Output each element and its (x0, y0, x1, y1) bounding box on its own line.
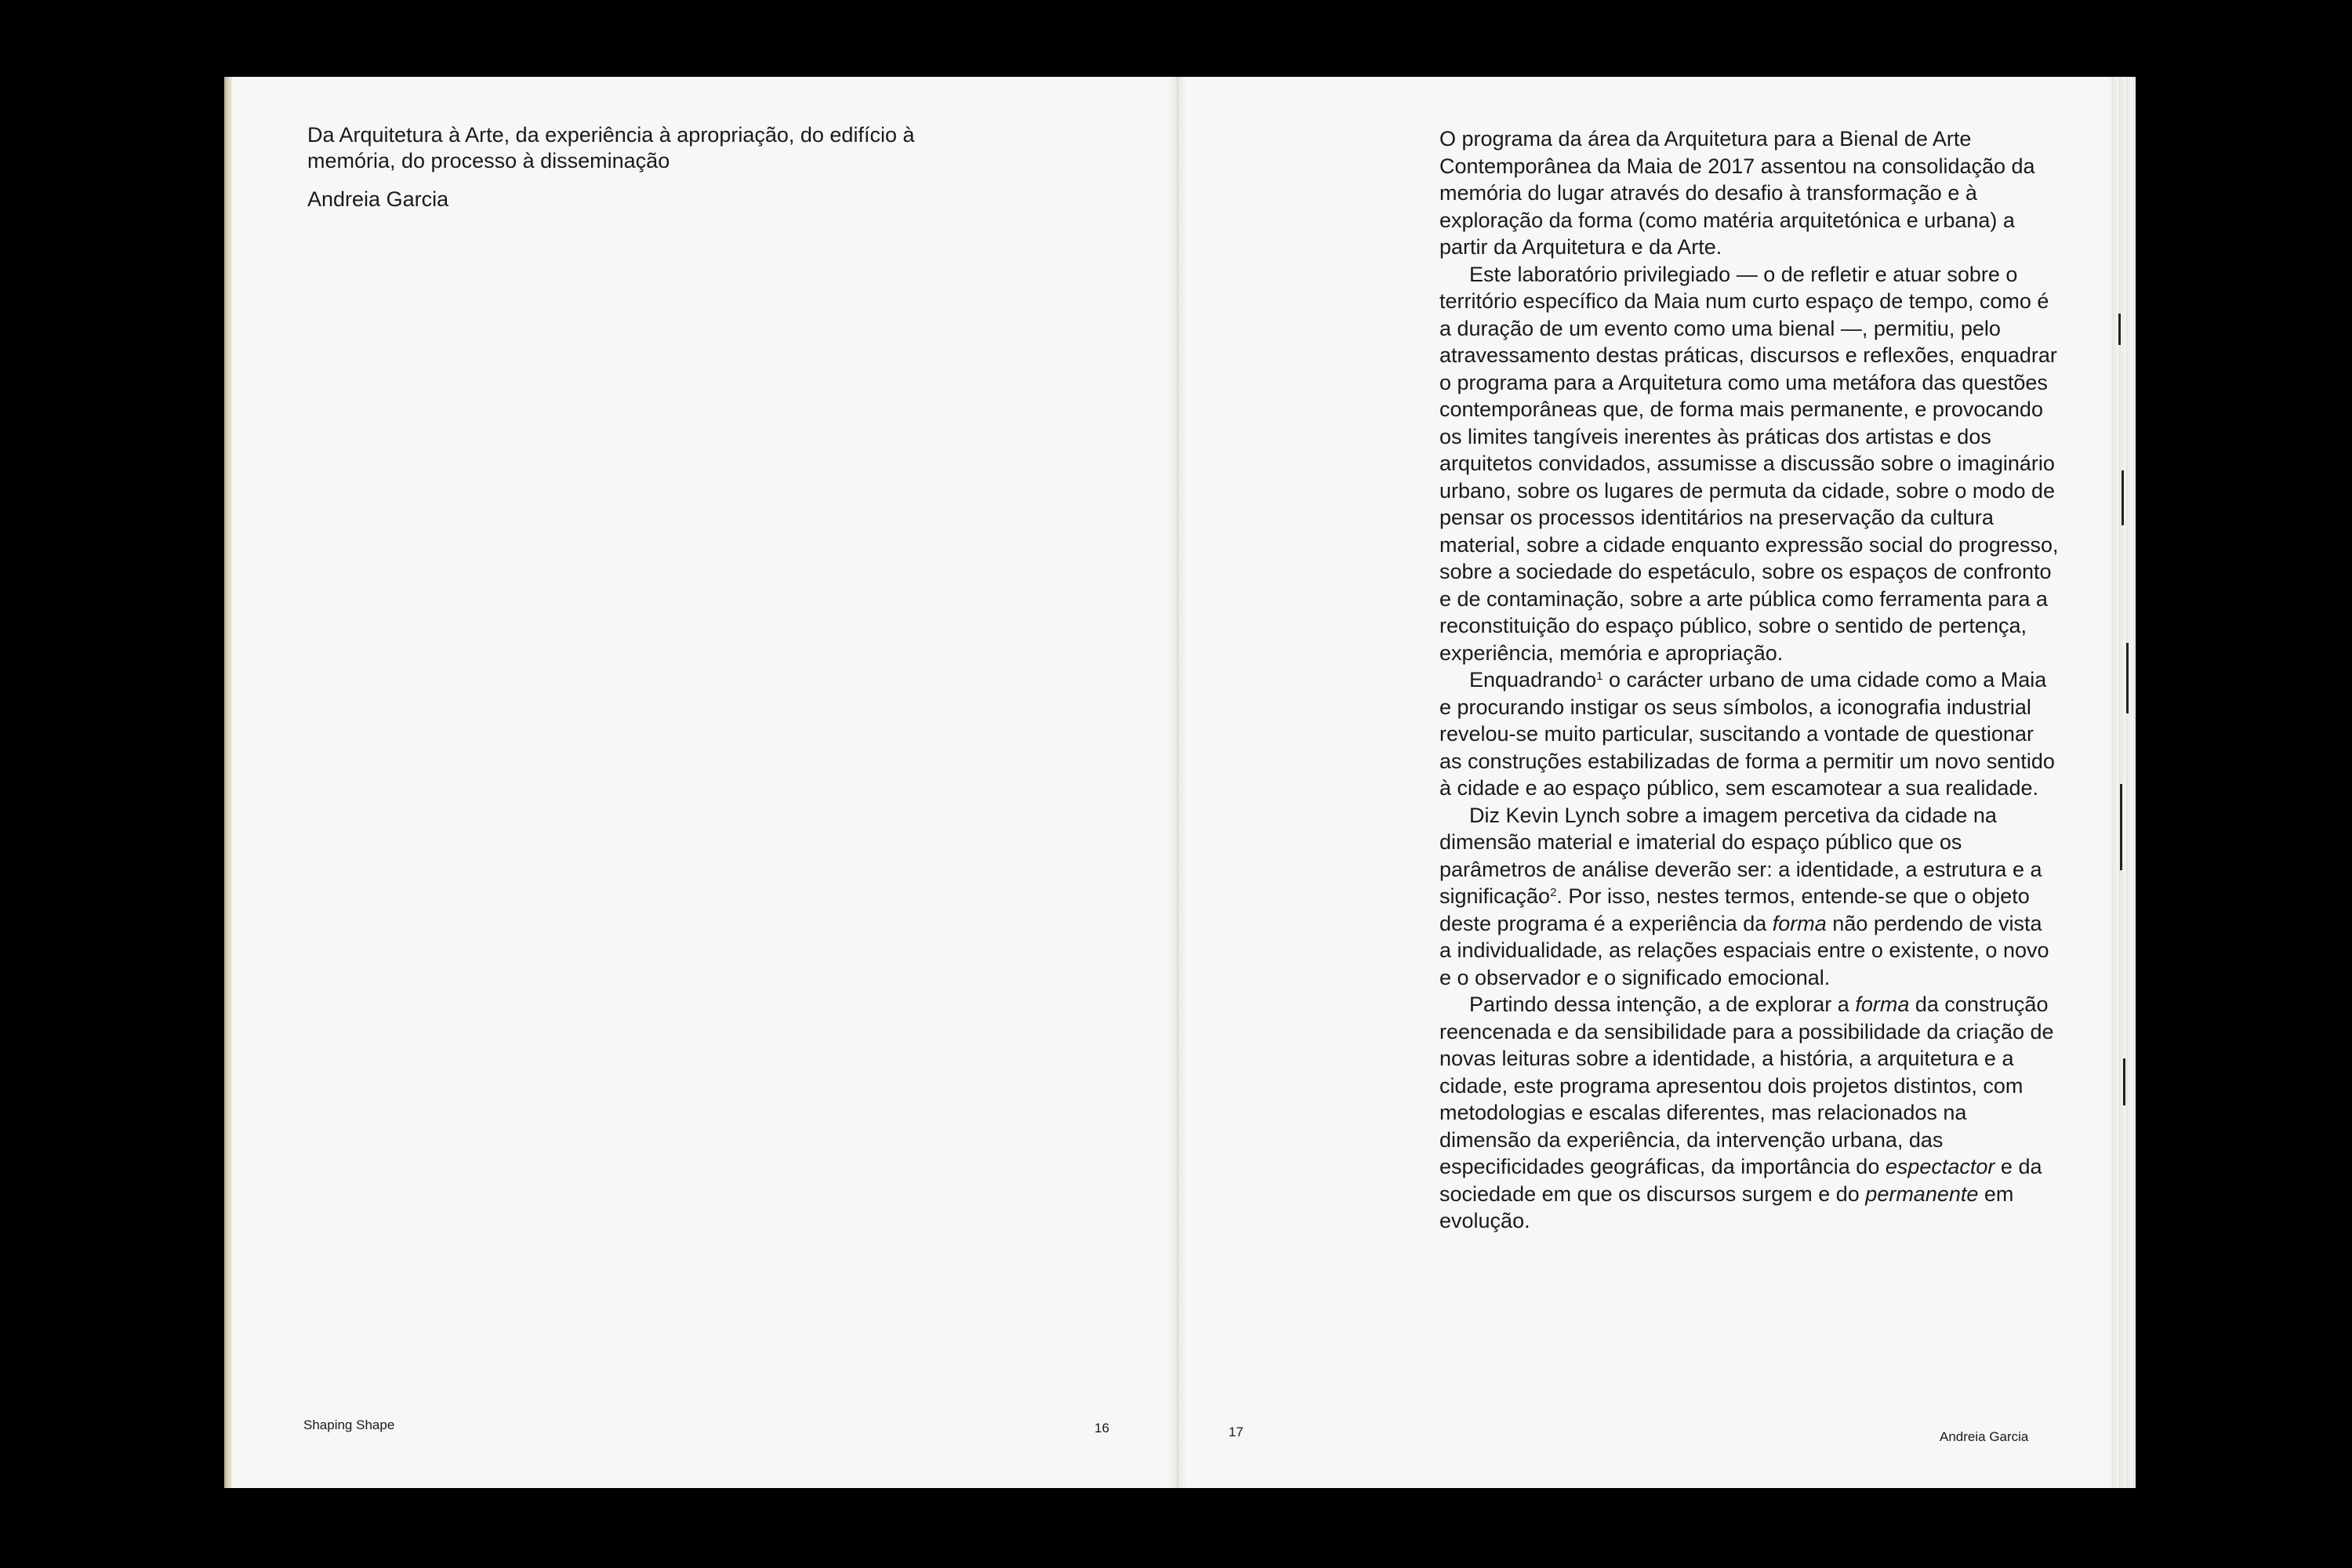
article-title: Da Arquitetura à Arte, da experiência à apropriação, do edifício à memória, do processo à disseminação (307, 123, 915, 172)
left-page (227, 77, 1173, 1488)
left-page-edge (224, 77, 232, 1488)
footer-author: Andreia Garcia (1940, 1429, 2029, 1444)
article-body (1439, 125, 2059, 1235)
page-number-right: 17 (1229, 1425, 1243, 1439)
footnote-marker: 2 (1550, 886, 1557, 899)
edge-mark (2120, 784, 2122, 870)
edge-mark (2118, 314, 2121, 345)
paragraph: O programa da área da Arquitetura para a Bienal de Arte Contemporânea da Maia de 2017 assentou na consolidação da memória do lugar através do desafio à transformação e à exploração da forma (como matéria arquitetónica e urbana) a partir da Arquitetura e da Arte. (1439, 127, 2035, 259)
paragraph: Partindo dessa intenção, a de explorar a forma da construção reencenada e da sensibilidade para a possibilidade da criação de novas leituras sobre a identidade, a história, a arquitetura e a cidade, este programa apresentou dois projetos distintos, com metodologias e escalas diferentes, mas relacionados na dimensão da experiência, da intervenção urbana, das especificidades geográficas, da importância do espectactor e da sociedade em que os discursos surgem e do permanente em evolução. (1439, 993, 2054, 1232)
footer-book-title: Shaping Shape (303, 1417, 395, 1432)
edge-mark (2126, 643, 2129, 713)
book-gutter (1168, 77, 1187, 1488)
paragraph: Este laboratório privilegiado — o de refletir e atuar sobre o território específico da Maia num curto espaço de tempo, como é a duração de um evento como uma bienal —, permitiu, pelo atravessamento destas práticas, discursos e reflexões, enquadrar o programa para a Arquitetura como uma metáfora das questões contemporâneas que, de forma mais permanente, e provocando os limites tangíveis inerentes às práticas dos artistas e dos arquitetos convidados, assumisse a discussão sobre o imaginário urbano, sobre os lugares de permuta da cidade, sobre o modo de pensar os processos identitários na preservação da cultura material, sobre a cidade enquanto expressão social do progresso, sobre a sociedade do espetáculo, sobre os espaços de confronto e de contaminação, sobre a arte pública como ferramenta para a reconstituição do espaço público, sobre o sentido de pertença, experiência, memória e apropriação. (1439, 262, 2059, 665)
footnote-marker: 1 (1596, 670, 1603, 683)
paragraph: Diz Kevin Lynch sobre a imagem percetiva da cidade na dimensão material e imaterial do espaço público que os parâmetros de análise deverão ser: a identidade, a estrutura e a significação$^2$. Por isso, nestes termos, entende-se que o objeto deste programa é a experiência da forma não perdendo de vista a individualidade, as relações espaciais entre o existente, o novo e o observador e o significado emocional. (1439, 803, 2049, 989)
edge-mark (2122, 470, 2124, 525)
edge-mark (2123, 1058, 2125, 1105)
right-page-edges (2109, 77, 2136, 1488)
page-number-left: 16 (1094, 1421, 1109, 1436)
paragraph: Enquadrando$^1$ o carácter urbano de uma cidade como a Maia e procurando instigar os seus símbolos, a iconografia industrial revelou-se muito particular, suscitando a vontade de questionar as construções estabilizadas de forma a permitir um novo sentido à cidade e ao espaço público, sem escamotear a sua realidade. (1439, 668, 2055, 800)
article-author: Andreia Garcia (307, 187, 449, 211)
